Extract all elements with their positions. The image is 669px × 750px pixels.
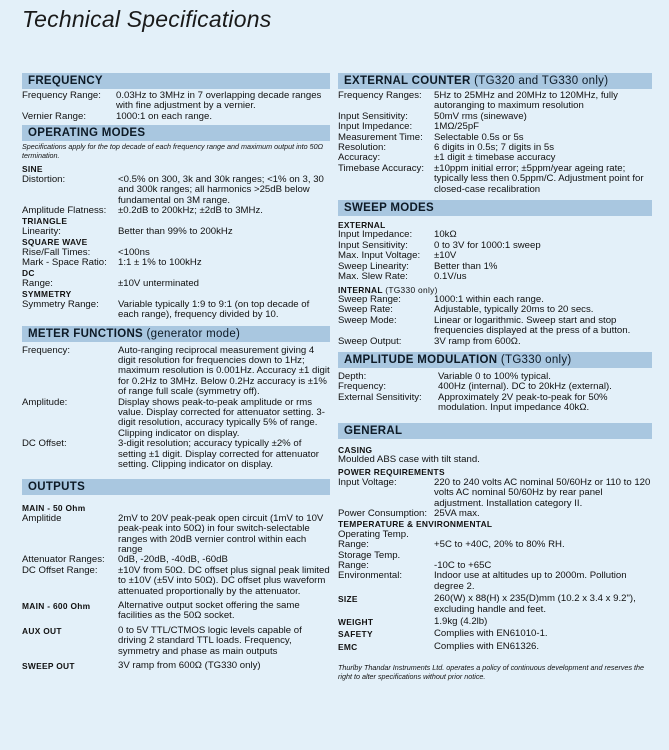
spec-label: Vernier Range: [22,110,86,122]
spec-value: 6 digits in 0.5s; 7 digits in 5s [434,142,554,154]
spec-label: Distortion: [22,173,66,185]
spec-label: Sweep Linearity: [338,260,409,272]
spec-label: External Sensitivity: [338,391,422,403]
spec-label: Linearity: [22,225,61,237]
spec-label: Sweep Output: [338,335,402,347]
spec-row [338,337,652,347]
spec-value: Adjustable, typically 20ms to 20 secs. [434,304,594,316]
spec-value: 2mV to 20V peak-peak open circuit (1mV to 10V peak-peak into 50Ω) in four switch-selectable ranges with 20dB vernier control within each range [118,512,324,556]
spec-value: 0dB, -20dB, -40dB, -60dB [118,554,228,566]
spec-row [22,661,330,671]
spec-row [338,478,652,509]
spec-row [22,439,330,470]
spec-value: Selectable 0.5s or 5s [434,131,524,143]
spec-row [338,617,652,627]
spec-label: Input Sensitivity: [338,110,408,122]
spec-value: ±10V unterminated [118,277,199,289]
spec-value: 1000:1 on each range. [116,110,213,122]
spec-label: Sweep Rate: [338,304,393,316]
outputs-header: OUTPUTS [22,479,330,495]
spec-row [338,571,652,592]
weight-subheader: WEIGHT [338,617,374,628]
casing-value: Moulded ABS case with tilt stand. [338,453,480,465]
spec-value: 5Hz to 25MHz and 20MHz to 120MHz, fully autoranging to maximum resolution [434,90,618,112]
spec-value: Variable typically 1:9 to 9:1 (on top decade of each range), frequency divided by 10. [118,298,310,321]
external-counter-header: EXTERNAL COUNTER (TG320 and TG330 only) [338,73,652,89]
sine-subheader: SINE [22,164,43,175]
spec-label: Mark - Space Ratio: [22,257,107,269]
spec-label: Rise/Fall Times: [22,246,91,258]
aux-out-subheader: AUX OUT [22,625,62,636]
spec-row [338,164,652,195]
storage-temp-label: Storage Temp. [338,549,401,561]
spec-value: 1.9kg (4.2lb) [434,616,488,628]
spec-value: Alternative output socket offering the same facilities as the 50Ω socket. [118,600,300,622]
spec-value: 260(W) x 88(H) x 235(D)mm (10.2 x 3.4 x 9.2"), excluding handle and feet. [434,593,636,615]
operating-temp-label: Operating Temp. [338,528,409,540]
general-header: GENERAL [338,423,652,439]
spec-label: Accuracy: [338,152,381,164]
spec-label: Power Consumption: [338,508,428,519]
spec-row [22,566,330,597]
spec-value: +5C to +40C, 20% to 80% RH. [434,539,565,551]
spec-row [22,626,330,657]
spec-value: 25VA max. [434,508,480,519]
spec-label: Resolution: [338,142,386,154]
spec-row [22,175,330,206]
spec-value: Better than 1% [434,260,498,272]
spec-value: Complies with EN61326. [434,640,540,652]
spec-row [338,629,652,639]
spec-label: DC Offset: [22,438,67,450]
spec-value: Better than 99% to 200kHz [118,225,233,237]
right-column [338,72,652,681]
size-subheader: SIZE [338,594,358,605]
external-subheader: EXTERNAL [338,220,386,231]
operating-modes-note: Specifications apply for the top decade of each frequency range and maximum output into 50Ω termination. [22,142,324,160]
spec-value: Variable 0 to 100% typical. [438,370,551,382]
spec-value: Approximately 2V peak-to-peak for 50% modulation. Input impedance 40kΩ. [438,391,608,414]
spec-value: Auto-ranging reciprocal measurement giving 4 digit resolution for frequencies down to 1Hz; maximum resolution is 0.001Hz. Accuracy ±1 digit for 0.2Hz to 3MHz. Below 0.2Hz accuracy is ±1% of range full scale (symmetry off). [118,344,330,398]
spec-label: Max. Input Voltage: [338,250,421,262]
spec-label: Depth: [338,370,367,382]
frequency-header: FREQUENCY [22,73,330,89]
amplitude-modulation-header: AMPLITUDE MODULATION (TG330 only) [338,352,652,368]
spec-value: ±10V [434,250,457,262]
safety-subheader: SAFETY [338,629,373,640]
spec-row [22,112,330,122]
spec-value: ±1 digit ± timebase accuracy [434,152,556,164]
spec-value: 3V ramp from 600Ω (TG330 only) [118,660,261,672]
spec-value: ±0.2dB to 200kHz; ±2dB to 3MHz. [118,205,263,217]
spec-label: Frequency Ranges: [338,90,422,101]
spec-label: Amplitide [22,512,62,524]
spec-row [338,91,652,112]
spec-value: ±10V from 50Ω. DC offset plus signal peak limited to ±10V (±5V into 50Ω). DC offset plus waveform attenuated proportionally by the attenuator. [118,564,330,597]
spec-value: 10kΩ [434,229,457,241]
spec-value: 1:1 ± 1% to 100kHz [118,257,202,269]
spec-row [338,272,652,282]
spec-label: Input Impedance: [338,229,413,241]
spec-row [22,300,330,321]
spec-value: 3V ramp from 600Ω. [434,335,521,347]
spec-row [22,227,330,237]
spec-row [22,279,330,289]
spec-value: Display shows peak-to-peak amplitude or rms value. Display corrected for attenuator setting. 3-digit resolution, accuracy typically 5% of range. Clipping indicator on display. [118,396,325,439]
spec-row [22,514,330,556]
spec-row [338,509,652,519]
spec-label: Symmetry Range: [22,298,99,310]
spec-label: Input Sensitivity: [338,239,408,251]
power-requirements-subheader: POWER REQUIREMENTS [338,467,445,478]
spec-label: Measurement Time: [338,131,423,143]
spec-label: Range: [338,560,369,572]
spec-label: Sweep Mode: [338,314,397,326]
spec-label: Max. Slew Rate: [338,271,408,283]
main-600-ohm-subheader: MAIN - 600 Ohm [22,601,91,612]
spec-value: 220 to 240 volts AC nominal 50/60Hz or 110 to 120 volts AC nominal 50/60Hz by rear panel adjustment. Installation category II. [434,476,651,509]
spec-value: 0 to 3V for 1000:1 sweep [434,239,541,251]
page-title: Technical Specifications [22,6,272,32]
spec-row [338,594,652,615]
square-wave-subheader: SQUARE WAVE [22,237,88,248]
spec-value: -10C to +65C [434,560,492,572]
spec-label: DC Offset Range: [22,564,98,576]
spec-label: Timebase Accuracy: [338,162,425,174]
spec-label: Frequency: [22,344,70,356]
spec-row [338,316,652,337]
spec-value: Indoor use at altitudes up to 2000m. Pollution degree 2. [434,570,627,592]
spec-label: Environmental: [338,570,402,582]
spec-row [22,601,330,622]
spec-value: 400Hz (internal). DC to 20kHz (external). [438,381,612,393]
main-50-ohm-subheader: MAIN - 50 Ohm [22,503,86,514]
spec-value: Complies with EN61010-1. [434,628,548,640]
spec-label: Attenuator Ranges: [22,554,105,566]
spec-label: Sweep Range: [338,293,401,305]
spec-label: Range: [338,539,369,551]
symmetry-subheader: SYMMETRY [22,289,72,300]
spec-value: <0.5% on 300, 3k and 30k ranges; <1% on 3, 30 and 300k ranges; all harmonics >25dB below fundamental on 3M range. [118,173,324,206]
spec-label: Amplitude Flatness: [22,205,107,217]
spec-value: 0 to 5V TTL/CTMOS logic levels capable of driving 2 standard TTL loads. Frequency, symmetry and phase as main outputs [118,624,302,657]
spec-label: Range: [22,277,53,289]
spec-value: Linear or logarithmic. Sweep start and stop frequencies displayed at the press of a button. [434,314,631,337]
operating-modes-header: OPERATING MODES [22,125,330,141]
spec-value: 0.03Hz to 3MHz in 7 overlapping decade ranges with fine adjustment by a vernier. [116,90,322,112]
dc-subheader: DC [22,268,35,279]
spec-label: Frequency Range: [22,90,101,101]
spec-value: 0.1V/us [434,271,467,283]
sweep-modes-header: SWEEP MODES [338,200,652,216]
spec-label: Frequency: [338,381,386,393]
spec-row [22,346,330,398]
spec-label: Amplitude: [22,396,68,408]
left-column [22,72,330,671]
spec-value: 1MΩ/25pF [434,121,480,133]
spec-row [338,393,652,414]
spec-value: 50mV rms (sinewave) [434,110,527,122]
spec-label: Input Voltage: [338,476,397,488]
footer-note: Thurlby Thandar Instruments Ltd. operates a policy of continuous development and reserves the right to alter specifications without prior notice. [338,663,645,681]
meter-functions-header: METER FUNCTIONS (generator mode) [22,326,330,342]
emc-subheader: EMC [338,641,358,652]
sweep-out-subheader: SWEEP OUT [22,661,75,672]
triangle-subheader: TRIANGLE [22,216,68,227]
spec-label: Input Impedance: [338,121,413,133]
spec-value: ±10ppm initial error; ±5ppm/year ageing rate; typically less then 0.5ppm/C. Adjustment point for closed-case recalibration [434,162,644,195]
casing-subheader: CASING [338,444,373,455]
spec-row [22,206,330,216]
spec-row [22,91,330,112]
spec-row [22,258,330,268]
spec-value: 1000:1 within each range. [434,293,544,305]
internal-subheader: INTERNAL (TG330 only) [338,284,438,295]
spec-row [338,642,652,652]
temperature-subheader: TEMPERATURE & ENVIRONMENTAL [338,519,493,530]
spec-value: <100ns [118,246,150,258]
spec-row [22,398,330,440]
spec-value: 3-digit resolution; accuracy typically ±2% of setting ±1 digit. Display corrected for attenuator setting. Clipping indicator on display. [118,438,319,470]
